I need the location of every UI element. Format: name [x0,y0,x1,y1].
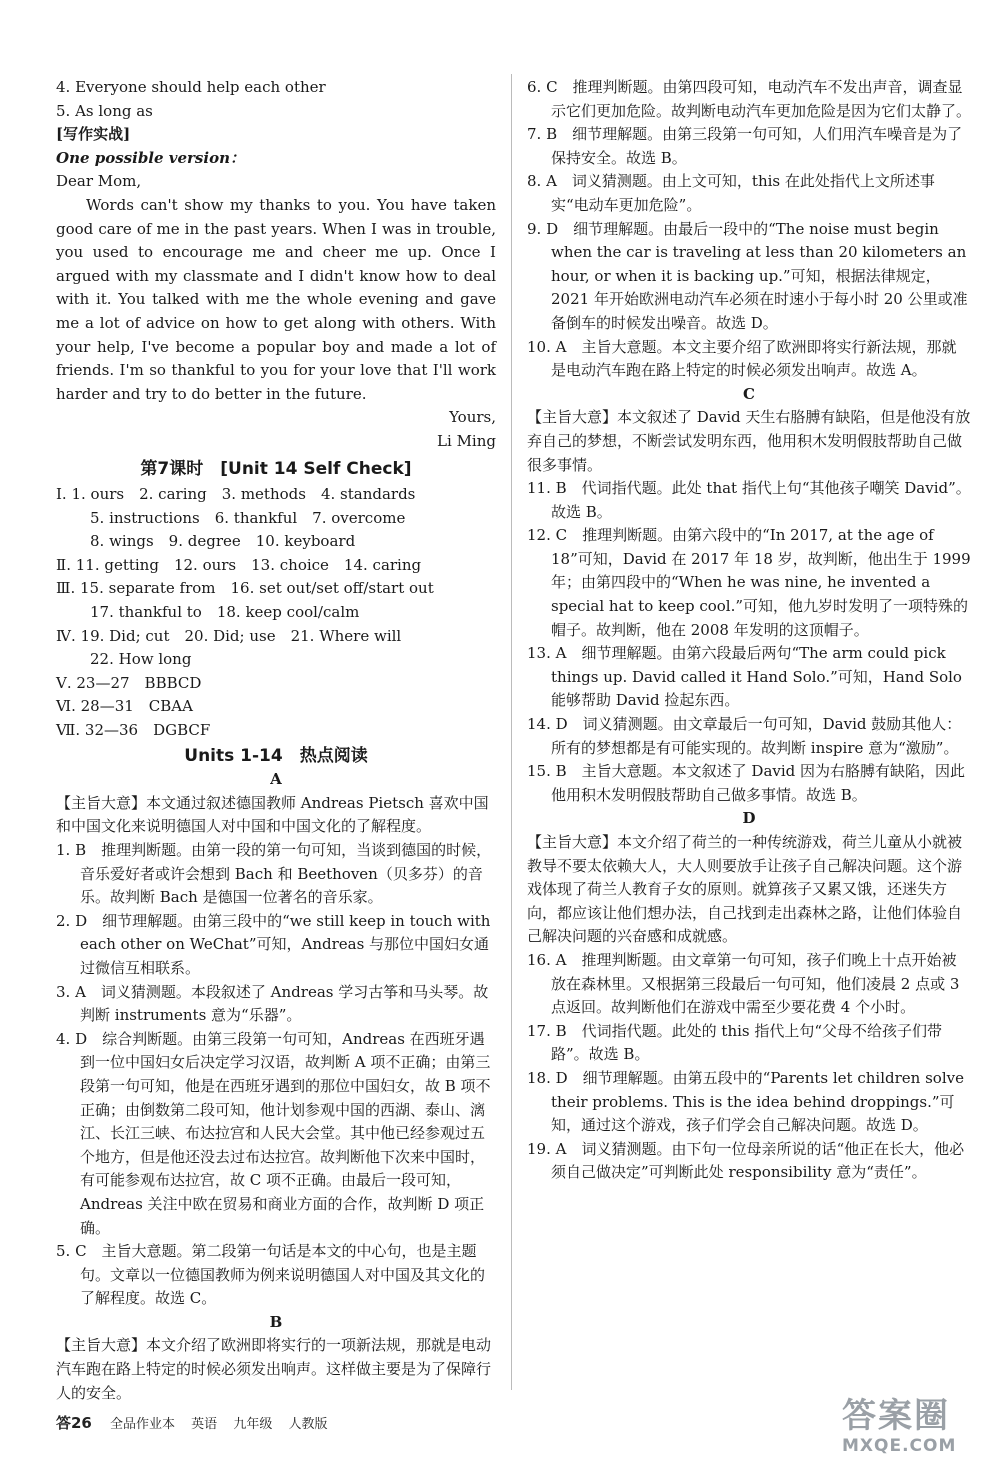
answer-explanation: 10. A 主旨大意题。本文主要介绍了欧洲即将实行新法规，那就是电动汽车跑在路上特定的时候必须发出响声。故选 A。 [527,337,957,380]
answer-explanation: 8. A 词义猜测题。由上文可知，this 在此处指代上文所述事实“电动车更加危险”。 [527,172,935,214]
letter-body: Words can't show my thanks to you. You have taken good care of me in the past years. When I was in trouble, you used to encourage me and cheer me up. Once I argued with my classmate and I didn't know how to deal with it. You talked with me the whole evening and gave me a lot of advice on how to get along with others. With your help, I've become a popular boy and made a lot of friends. I'm so thankful to you for your love that I'll work harder and try to do better in the future. [56,195,496,403]
lesson-title: 第7课时 [Unit 14 Self Check] [140,458,412,479]
watermark-url: MXQE.COM [842,1436,957,1456]
answer-explanation: 7. B 细节理解题。由第三段第一句可知，人们用汽车噪音是为了保持安全。故选 B。 [527,125,963,167]
exercise-line: Ⅳ. 19. Did; cut 20. Did; use 21. Where will [56,626,402,645]
book-name: 全品作业本 [110,1417,176,1432]
grade: 九年级 [233,1417,273,1432]
section-letter: A [270,770,282,789]
writing-heading: [写作实战] [56,125,131,144]
watermark-logo [842,1396,982,1458]
answer-explanation: 16. A 推理判断题。由文章第一句可知，孩子们晚上十点开始被放在森林里。又根据第三段最后一句可知，他们凌晨 2 点或 3 点返回。故判断他们在游戏中需至少要花费 4 个小时。 [527,950,960,1017]
salutation: Dear Mom, [56,172,142,191]
subject: 英语 [191,1417,218,1432]
watermark-text: 答案圈 [842,1396,950,1436]
possible-version-label: One possible version： [56,148,245,167]
main-idea: 【主旨大意】本文叙述了 David 天生右胳膊有缺陷，但是他没有放弃自己的梦想，不断尝试发明东西，他用积木发明假肢帮助自己做很多事情。 [527,408,971,474]
answer-explanation: 4. D 综合判断题。由第三段第一句可知，Andreas 在西班牙遇到一位中国妇女后决定学习汉语，故判断 A 项不正确；由第三段第一句可知，他是在西班牙遇到的那位中国妇女，故 B 项不正确；由倒数第二段可知，他计划参观中国的西湖、泰山、漓江、长江三峡、布达拉宫和人民大会堂。其中他已经参观过五个地方，但是他还没去过布达拉宫。故判断他下次来中国时，有可能参观布达拉宫，故 C 项不正确。由最后一段可知，Andreas 关注中欧在贸易和商业方面的合作，故判断 D 项正确。 [56,1029,491,1237]
main-idea: 【主旨大意】本文介绍了欧洲即将实行的一项新法规，那就是电动汽车跑在路上特定的时候必须发出响声。这样做主要是为了保障行人的安全。 [56,1336,492,1402]
main-idea: 【主旨大意】本文介绍了荷兰的一种传统游戏，荷兰儿童从小就被教导不要太依赖大人，大人则要放手让孩子自己解决问题。这个游戏体现了荷兰人教育子女的原则。就算孩子又累又饿，还迷失方向，都应该让他们想办法，自己找到走出森林之路，让他们体验自己解决问题的兴奋感和成就感。 [527,833,963,946]
exercise-line: Ⅶ. 32—36 DGBCF [56,721,211,740]
exercise-line: 8. wings 9. degree 10. keyboard [90,532,356,551]
answer-explanation: 13. A 细节理解题。由第六段最后两句“The arm could pick things up. David called it Hand Solo.”可知，Hand Solo 能够帮助 David 捡起东西。 [527,644,962,710]
answer-explanation: 3. A 词义猜测题。本段叙述了 Andreas 学习古筝和马头琴。故判断 instruments 意为“乐器”。 [56,982,489,1025]
answer-explanation: 19. A 词义猜测题。由下句一位母亲所说的话“他正在长大，他必须自己做决定”可判断此处 responsibility 意为“责任”。 [527,1139,965,1182]
answer-explanation: 5. C 主旨大意题。第二段第一句话是本文的中心句，也是主题句。文章以一位德国教师为例来说明德国人对中国及其文化的了解程度。故选 C。 [56,1242,486,1308]
answer-explanation: 2. D 细节理解题。由第三段中的“we still keep in touch with each other on WeChat”可知，Andreas 与那位中国妇女通过微信互相联系。 [56,911,491,977]
answer-explanation: 11. B 代词指代题。此处 that 指代上句“其他孩子嘲笑 David”。故选 B。 [527,479,971,521]
answer-explanation: 18. D 细节理解题。由第五段中的“Parents let children solve their problems. This is the idea behind droppings.”可知，通过这个游戏，孩子们学会自己解决问题。故选 D。 [527,1068,964,1135]
left-column [56,76,496,1405]
section-letter: C [743,384,755,403]
exercise-line: Ⅲ. 15. separate from 16. set out/set off/start out [56,579,434,598]
section-letter: B [269,1312,283,1331]
answer-explanation: 1. B 推理判断题。由第一段的第一句可知，当谈到德国的时候，音乐爱好者或许会想到 Bach 和 Beethoven（贝多芬）的音乐。故判断 Bach 是德国一位著名的音乐家。 [56,841,492,907]
exercise-line: Ⅰ. 1. ours 2. caring 3. methods 4. standards [56,485,416,504]
column-divider [511,74,512,1390]
page-number: 答26 [56,1414,92,1432]
signature: Li Ming [437,431,496,450]
exercise-line: Ⅵ. 28—31 CBAA [56,697,193,716]
edition: 人教版 [288,1417,328,1432]
units-title: Units 1-14 热点阅读 [184,745,368,766]
answer-explanation: 17. B 代词指代题。此处的 this 指代上句“父母不给孩子们带路”。故选 B。 [527,1021,943,1064]
closing: Yours, [449,408,496,427]
exercise-line: 5. instructions 6. thankful 7. overcome [90,508,406,527]
answer-explanation: 14. D 词义猜测题。由文章最后一句可知，David 鼓励其他人：所有的梦想都是有可能实现的。故判断 inspire 意为“激励”。 [527,715,962,757]
section-letter: D [742,809,756,828]
answer-explanation: 15. B 主旨大意题。本文叙述了 David 因为右胳膊有缺陷，因此他用积木发明假肢帮助自己做多事情。故选 B。 [527,762,966,804]
exercise-line: 22. How long [90,650,192,669]
exercise-line: 17. thankful to 18. keep cool/calm [90,603,360,622]
main-idea: 【主旨大意】本文通过叙述德国教师 Andreas Pietsch 喜欢中国和中国文化来说明德国人对中国和中国文化的了解程度。 [56,793,489,836]
answer-item: 4. Everyone should help each other [56,78,326,96]
exercise-line: Ⅴ. 23—27 BBBCD [56,673,202,692]
exercise-line: Ⅱ. 11. getting 12. ours 13. choice 14. caring [56,555,422,574]
answer-explanation: 12. C 推理判断题。由第六段中的“In 2017, at the age of 18”可知，David 在 2017 年 18 岁，故判断，他出生于 1999 年；由第四段中的“When he was nine, he invented a special hat to keep cool.”可知，他九岁时发明了一项特殊的帽子。故判断，他在 2008 年发明的这顶帽子。 [527,526,971,639]
answer-item: 5. As long as [56,101,153,120]
page-footer [56,1412,340,1433]
answer-explanation: 6. C 推理判断题。由第四段可知，电动汽车不发出声音，调查显示它们更加危险。故判断电动汽车更加危险是因为它们太静了。 [527,78,972,120]
answer-explanation: 9. D 细节理解题。由最后一段中的“The noise must begin when the car is traveling at less than 20 kilometers an hour, or when it is backing up.”可知，根据法律规定，2021 年开始欧洲电动汽车必须在时速小于每小时 20 公里或准备倒车的时候发出噪音。故选 D。 [527,219,968,332]
right-column [527,76,971,1185]
